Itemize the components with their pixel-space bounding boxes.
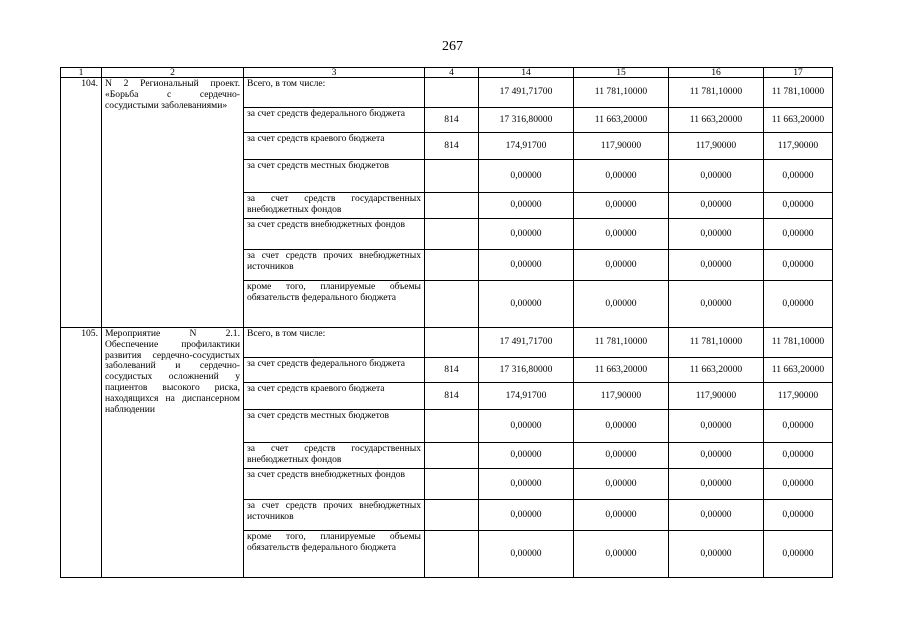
- budget-code: [425, 281, 479, 328]
- value-col-17: 0,00000: [764, 443, 833, 469]
- funding-source: за счет средств государственных внебюджетных фондов: [244, 443, 425, 469]
- column-header: 2: [102, 68, 244, 78]
- funding-source: кроме того, планируемые объемы обязательств федерального бюджета: [244, 281, 425, 328]
- value-col-17: 11 781,10000: [764, 78, 833, 108]
- value-col-17: 0,00000: [764, 193, 833, 219]
- value-col-17: 117,90000: [764, 133, 833, 160]
- value-col-17: 11 663,20000: [764, 358, 833, 383]
- funding-source: за счет средств местных бюджетов: [244, 160, 425, 193]
- value-col-15: 11 663,20000: [574, 358, 669, 383]
- column-header: 15: [574, 68, 669, 78]
- funding-source: за счет средств краевого бюджета: [244, 133, 425, 160]
- budget-code: 814: [425, 383, 479, 410]
- value-col-15: 11 781,10000: [574, 78, 669, 108]
- value-col-17: 0,00000: [764, 250, 833, 281]
- value-col-15: 0,00000: [574, 500, 669, 531]
- value-col-14: 0,00000: [479, 250, 574, 281]
- funding-source: за счет средств прочих внебюджетных источников: [244, 250, 425, 281]
- value-col-16: 0,00000: [669, 531, 764, 578]
- funding-source: за счет средств прочих внебюджетных источников: [244, 500, 425, 531]
- value-col-14: 174,91700: [479, 383, 574, 410]
- value-col-15: 0,00000: [574, 193, 669, 219]
- value-col-16: 11 663,20000: [669, 358, 764, 383]
- value-col-17: 0,00000: [764, 500, 833, 531]
- budget-code: [425, 328, 479, 358]
- value-col-15: 0,00000: [574, 531, 669, 578]
- value-col-14: 17 491,71700: [479, 328, 574, 358]
- value-col-15: 11 663,20000: [574, 108, 669, 133]
- table-row: [61, 328, 833, 358]
- value-col-16: 0,00000: [669, 193, 764, 219]
- funding-source: за счет средств федерального бюджета: [244, 108, 425, 133]
- funding-source: за счет средств федерального бюджета: [244, 358, 425, 383]
- value-col-14: 174,91700: [479, 133, 574, 160]
- value-col-14: 0,00000: [479, 219, 574, 250]
- column-header: 4: [425, 68, 479, 78]
- value-col-17: 0,00000: [764, 281, 833, 328]
- value-col-16: 0,00000: [669, 500, 764, 531]
- budget-code: [425, 78, 479, 108]
- value-col-17: 11 663,20000: [764, 108, 833, 133]
- value-col-16: 117,90000: [669, 133, 764, 160]
- value-col-16: 0,00000: [669, 410, 764, 443]
- value-col-16: 11 663,20000: [669, 108, 764, 133]
- value-col-14: 0,00000: [479, 410, 574, 443]
- budget-code: 814: [425, 133, 479, 160]
- value-col-14: 0,00000: [479, 281, 574, 328]
- value-col-17: 0,00000: [764, 219, 833, 250]
- value-col-17: 0,00000: [764, 160, 833, 193]
- budget-code: [425, 250, 479, 281]
- value-col-16: 0,00000: [669, 160, 764, 193]
- value-col-15: 0,00000: [574, 443, 669, 469]
- value-col-14: 0,00000: [479, 469, 574, 500]
- value-col-17: 117,90000: [764, 383, 833, 410]
- budget-table: [60, 67, 833, 578]
- value-col-14: 0,00000: [479, 500, 574, 531]
- budget-code: [425, 500, 479, 531]
- funding-source: кроме того, планируемые объемы обязательств федерального бюджета: [244, 531, 425, 578]
- value-col-15: 117,90000: [574, 133, 669, 160]
- value-col-14: 17 316,80000: [479, 358, 574, 383]
- value-col-15: 0,00000: [574, 281, 669, 328]
- value-col-14: 0,00000: [479, 531, 574, 578]
- value-col-16: 0,00000: [669, 281, 764, 328]
- funding-source: за счет средств внебюджетных фондов: [244, 469, 425, 500]
- item-name: Мероприятие N 2.1. Обеспечение профилактики развития сердечно-сосудистых заболеваний и сердечно-сосудистых осложнений у пациентов высокого риска, находящихся на диспансерном наблюдении: [102, 328, 244, 578]
- value-col-16: 117,90000: [669, 383, 764, 410]
- value-col-16: 0,00000: [669, 219, 764, 250]
- funding-source: за счет средств внебюджетных фондов: [244, 219, 425, 250]
- value-col-16: 0,00000: [669, 443, 764, 469]
- budget-code: [425, 443, 479, 469]
- funding-source: за счет средств государственных внебюджетных фондов: [244, 193, 425, 219]
- budget-code: 814: [425, 358, 479, 383]
- row-number: 104.: [61, 78, 102, 328]
- value-col-17: 0,00000: [764, 469, 833, 500]
- value-col-16: 0,00000: [669, 469, 764, 500]
- value-col-17: 11 781,10000: [764, 328, 833, 358]
- funding-source: Всего, в том числе:: [244, 78, 425, 108]
- funding-source: Всего, в том числе:: [244, 328, 425, 358]
- budget-code: [425, 219, 479, 250]
- value-col-16: 11 781,10000: [669, 328, 764, 358]
- column-header: 14: [479, 68, 574, 78]
- value-col-15: 0,00000: [574, 469, 669, 500]
- value-col-14: 17 316,80000: [479, 108, 574, 133]
- column-header: 1: [61, 68, 102, 78]
- column-header: 3: [244, 68, 425, 78]
- value-col-15: 117,90000: [574, 383, 669, 410]
- value-col-17: 0,00000: [764, 531, 833, 578]
- table-row: [61, 78, 833, 108]
- item-name: N 2 Региональный проект. «Борьба с сердечно-сосудистыми заболеваниями»: [102, 78, 244, 328]
- value-col-15: 0,00000: [574, 250, 669, 281]
- column-header: 16: [669, 68, 764, 78]
- budget-code: [425, 531, 479, 578]
- budget-code: [425, 410, 479, 443]
- budget-code: 814: [425, 108, 479, 133]
- value-col-15: 0,00000: [574, 160, 669, 193]
- value-col-15: 11 781,10000: [574, 328, 669, 358]
- budget-code: [425, 193, 479, 219]
- column-header-row: [61, 68, 833, 78]
- row-number: 105.: [61, 328, 102, 578]
- page-number: 267: [442, 39, 463, 54]
- funding-source: за счет средств местных бюджетов: [244, 410, 425, 443]
- budget-code: [425, 160, 479, 193]
- value-col-15: 0,00000: [574, 219, 669, 250]
- funding-source: за счет средств краевого бюджета: [244, 383, 425, 410]
- value-col-14: 0,00000: [479, 443, 574, 469]
- value-col-14: 0,00000: [479, 160, 574, 193]
- budget-code: [425, 469, 479, 500]
- value-col-14: 17 491,71700: [479, 78, 574, 108]
- value-col-14: 0,00000: [479, 193, 574, 219]
- value-col-15: 0,00000: [574, 410, 669, 443]
- column-header: 17: [764, 68, 833, 78]
- value-col-17: 0,00000: [764, 410, 833, 443]
- value-col-16: 0,00000: [669, 250, 764, 281]
- value-col-16: 11 781,10000: [669, 78, 764, 108]
